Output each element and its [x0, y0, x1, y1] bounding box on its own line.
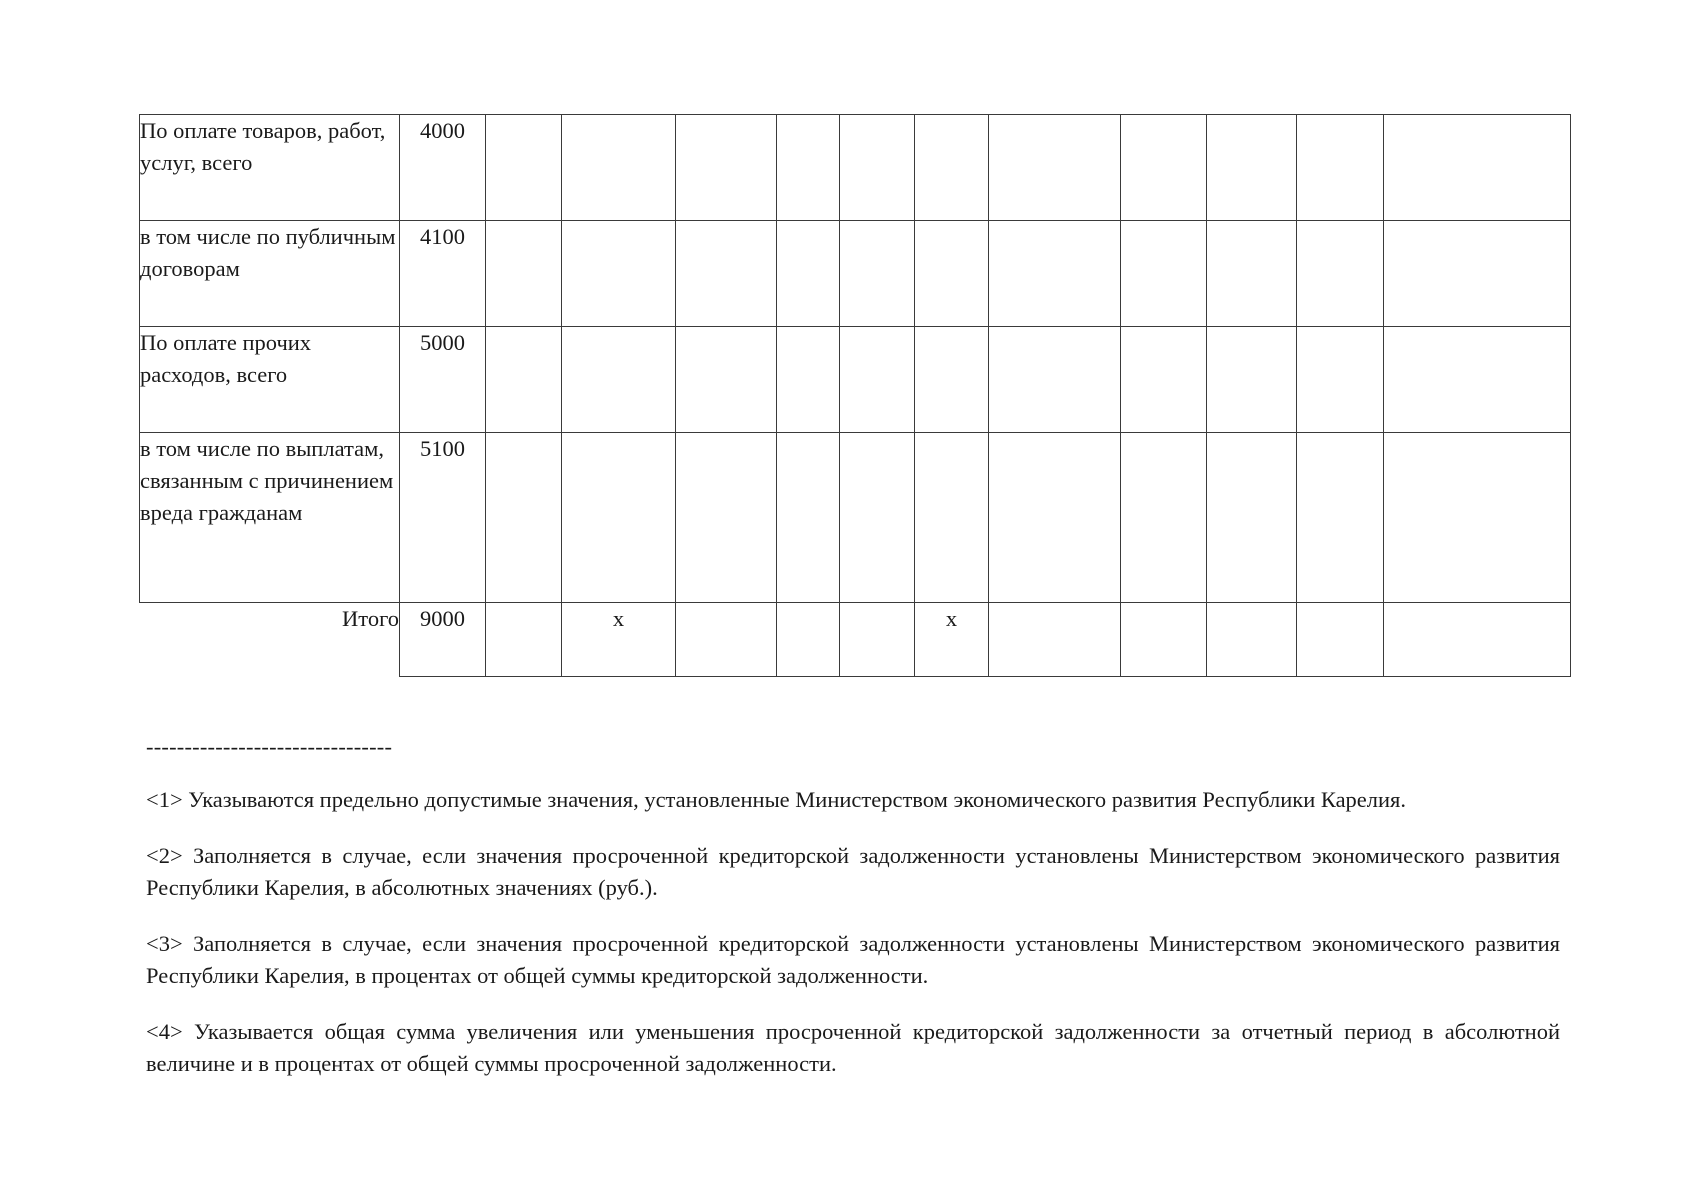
table-cell [562, 115, 676, 221]
table-cell [989, 603, 1121, 677]
table-cell [915, 221, 989, 327]
table-cell [915, 115, 989, 221]
table-cell [1207, 603, 1297, 677]
table-cell [562, 433, 676, 603]
table-cell [486, 221, 562, 327]
table-cell [486, 603, 562, 677]
table-cell [1207, 221, 1297, 327]
table-cell [989, 221, 1121, 327]
table-row [140, 433, 1571, 603]
table-cell [840, 433, 915, 603]
table-cell [840, 115, 915, 221]
table-cell [1297, 327, 1384, 433]
not-applicable-mark: x [562, 603, 676, 677]
row-code: 5000 [400, 327, 486, 433]
accounts-payable-table [139, 114, 1571, 677]
table-cell [777, 433, 840, 603]
table-cell [1207, 327, 1297, 433]
row-label: в том числе по выплатам, связанным с причинением вреда гражданам [140, 433, 400, 603]
total-label: Итого [140, 603, 400, 677]
row-label: По оплате товаров, работ, услуг, всего [140, 115, 400, 221]
table-row [140, 115, 1571, 221]
table-cell [486, 433, 562, 603]
table-cell [1207, 115, 1297, 221]
row-label: По оплате прочих расходов, всего [140, 327, 400, 433]
table-cell [1297, 221, 1384, 327]
footnote: <2> Заполняется в случае, если значения просроченной кредиторской задолженности установлены Министерством экономического развития Республики Карелия, в абсолютных значениях (руб.). [146, 843, 1560, 900]
table-cell [676, 327, 777, 433]
table-cell [676, 603, 777, 677]
not-applicable-mark: x [915, 603, 989, 677]
table-cell [1384, 433, 1571, 603]
footnote: <1> Указываются предельно допустимые значения, установленные Министерством экономического развития Республики Карелия. [146, 787, 1407, 812]
footnote: <4> Указывается общая сумма увеличения или уменьшения просроченной кредиторской задолженности за отчетный период в абсолютной величине и в процентах от общей суммы просроченной задолженности. [146, 1019, 1560, 1076]
table-cell [1384, 221, 1571, 327]
table-cell [840, 603, 915, 677]
table-cell [915, 327, 989, 433]
table-cell [1121, 603, 1207, 677]
footnotes [146, 784, 1560, 1104]
table-cell [1121, 115, 1207, 221]
table-cell [777, 603, 840, 677]
table-cell [562, 327, 676, 433]
table-cell [1207, 433, 1297, 603]
table-cell [915, 433, 989, 603]
table-cell [1297, 433, 1384, 603]
table-cell [1121, 433, 1207, 603]
row-code: 4100 [400, 221, 486, 327]
table-cell [1297, 115, 1384, 221]
row-label: в том числе по публичным договорам [140, 221, 400, 327]
table-cell [777, 327, 840, 433]
table-cell [486, 115, 562, 221]
table-cell [676, 433, 777, 603]
table-cell [777, 221, 840, 327]
table-cell [1121, 221, 1207, 327]
table-cell [840, 327, 915, 433]
table-cell [1121, 327, 1207, 433]
total-code: 9000 [400, 603, 486, 677]
table-cell [676, 221, 777, 327]
footnote-separator: -------------------------------- [146, 734, 393, 759]
total-row [140, 603, 1571, 677]
footnote: <3> Заполняется в случае, если значения просроченной кредиторской задолженности установлены Министерством экономического развития Республики Карелия, в процентах от общей суммы кредиторской задолженности. [146, 931, 1560, 988]
table-cell [1384, 115, 1571, 221]
table-cell [562, 221, 676, 327]
table-cell [840, 221, 915, 327]
table-row [140, 221, 1571, 327]
table-cell [989, 115, 1121, 221]
table-cell [486, 327, 562, 433]
row-code: 5100 [400, 433, 486, 603]
table-row [140, 327, 1571, 433]
table-cell [1384, 327, 1571, 433]
row-code: 4000 [400, 115, 486, 221]
table-cell [1297, 603, 1384, 677]
table-cell [1384, 603, 1571, 677]
table-cell [989, 433, 1121, 603]
table-cell [989, 327, 1121, 433]
table-cell [676, 115, 777, 221]
table-cell [777, 115, 840, 221]
